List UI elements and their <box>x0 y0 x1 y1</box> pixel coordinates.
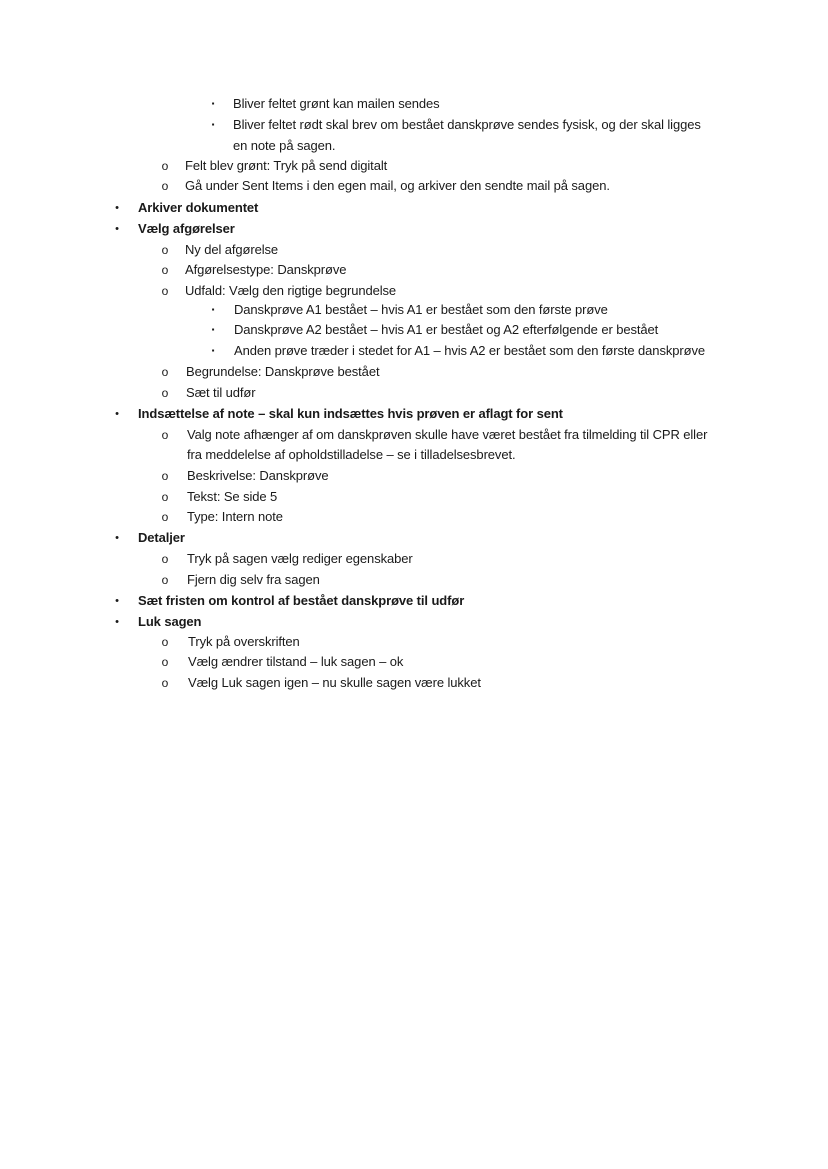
list-item-text: Udfald: Vælg den rigtige begrundelse <box>185 283 397 298</box>
disc-bullet-icon: • <box>115 223 119 235</box>
disc-bullet-icon: • <box>115 532 119 544</box>
list-item-text: Fjern dig selv fra sagen <box>187 572 320 587</box>
list-item-text: Sæt til udfør <box>186 385 256 400</box>
list-item-heading: Vælg afgørelser <box>138 221 235 236</box>
circle-bullet-icon: o <box>161 469 169 483</box>
circle-bullet-icon: o <box>161 159 169 173</box>
list-item-text: Bliver feltet rødt skal brev om bestået danskprøve sendes fysisk, og der skal ligges <box>233 117 701 132</box>
list-item-text: Tryk på sagen vælg rediger egenskaber <box>187 551 413 566</box>
circle-bullet-icon: o <box>161 428 169 442</box>
circle-bullet-icon: o <box>161 365 169 379</box>
circle-bullet-icon: o <box>161 635 169 649</box>
list-item-text: Ny del afgørelse <box>185 242 279 257</box>
circle-bullet-icon: o <box>161 510 169 524</box>
circle-bullet-icon: o <box>161 655 169 669</box>
square-bullet-icon: ▪ <box>211 120 215 129</box>
list-item-text: Vælg Luk sagen igen – nu skulle sagen være lukket <box>188 675 481 690</box>
list-item-continuation: fra meddelelse af opholdstilladelse – se i tilladelsesbrevet. <box>187 447 516 462</box>
list-item-text: Tekst: Se side 5 <box>187 489 278 504</box>
list-item-text: Danskprøve A1 bestået – hvis A1 er bestået som den første prøve <box>234 302 608 317</box>
circle-bullet-icon: o <box>161 179 169 193</box>
list-item-text: Vælg ændrer tilstand – luk sagen – ok <box>188 654 404 669</box>
list-item-text: Valg note afhænger af om danskprøven skulle have været bestået fra tilmelding til CPR eller <box>187 427 708 442</box>
list-item-text: Gå under Sent Items i den egen mail, og arkiver den sendte mail på sagen. <box>185 178 610 193</box>
square-bullet-icon: ▪ <box>211 99 215 108</box>
list-item-text: Anden prøve træder i stedet for A1 – hvis A2 er bestået som den første danskprøve <box>234 343 705 358</box>
list-item-text: Tryk på overskriften <box>188 634 300 649</box>
circle-bullet-icon: o <box>161 552 169 566</box>
square-bullet-icon: ▪ <box>211 305 215 314</box>
list-item-heading: Arkiver dokumentet <box>138 200 259 215</box>
disc-bullet-icon: • <box>115 616 119 628</box>
circle-bullet-icon: o <box>161 490 169 504</box>
list-item-heading: Luk sagen <box>138 614 202 629</box>
disc-bullet-icon: • <box>115 595 119 607</box>
list-item-heading: Detaljer <box>138 530 185 545</box>
list-item-text: Afgørelsestype: Danskprøve <box>185 262 347 277</box>
circle-bullet-icon: o <box>161 386 169 400</box>
list-item-text: Begrundelse: Danskprøve bestået <box>186 364 380 379</box>
square-bullet-icon: ▪ <box>211 346 215 355</box>
circle-bullet-icon: o <box>161 676 169 690</box>
disc-bullet-icon: • <box>115 202 119 214</box>
list-item-continuation: en note på sagen. <box>233 138 336 153</box>
circle-bullet-icon: o <box>161 263 169 277</box>
list-item-heading: Indsættelse af note – skal kun indsættes hvis prøven er aflagt for sent <box>138 406 563 421</box>
disc-bullet-icon: • <box>115 408 119 420</box>
circle-bullet-icon: o <box>161 243 169 257</box>
list-item-heading: Sæt fristen om kontrol af bestået danskprøve til udfør <box>138 593 465 608</box>
list-item-text: Bliver feltet grønt kan mailen sendes <box>233 96 440 111</box>
square-bullet-icon: ▪ <box>211 325 215 334</box>
list-item-text: Felt blev grønt: Tryk på send digitalt <box>185 158 388 173</box>
list-item-text: Beskrivelse: Danskprøve <box>187 468 329 483</box>
list-item-text: Type: Intern note <box>187 509 283 524</box>
list-item-text: Danskprøve A2 bestået – hvis A1 er bestået og A2 efterfølgende er bestået <box>234 322 659 337</box>
circle-bullet-icon: o <box>161 573 169 587</box>
circle-bullet-icon: o <box>161 284 169 298</box>
